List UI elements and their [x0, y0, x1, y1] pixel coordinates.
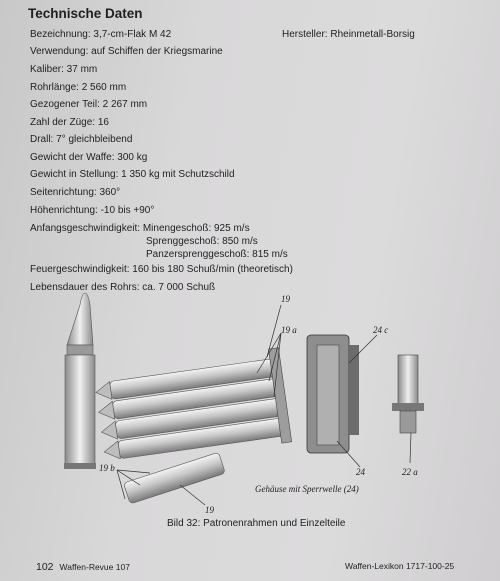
single-cartridge — [64, 293, 96, 469]
magazine-name: Waffen-Revue 107 — [59, 562, 130, 572]
spec-weapon-weight: Gewicht der Waffe: 300 kg — [30, 152, 148, 163]
callout-24c: 24 c — [373, 325, 389, 335]
spec-caliber: Kaliber: 37 mm — [30, 64, 98, 75]
spec-usage: Verwendung: auf Schiffen der Kriegsmarine — [30, 46, 223, 57]
spec-traverse: Seitenrichtung: 360° — [30, 187, 121, 198]
spec-rifled-part: Gezogener Teil: 2 267 mm — [30, 99, 148, 110]
manufacturer-text: Hersteller: Rheinmetall-Borsig — [282, 29, 415, 40]
housing-assembly — [307, 335, 359, 453]
part-22a — [392, 355, 424, 433]
footer-left — [36, 561, 130, 573]
spec-elevation: Höhenrichtung: -10 bis +90° — [30, 205, 155, 216]
spec-rate-of-fire: Feuergeschwindigkeit: 160 bis 180 Schuß/min (theoretisch) — [30, 264, 293, 275]
spec-muzzle-velocity: Anfangsgeschwindigkeit: Minengeschoß: 925 m/s — [30, 223, 250, 234]
loose-clip-part — [123, 452, 225, 504]
cartridge-clip — [93, 348, 291, 468]
spec-grooves: Zahl der Züge: 16 — [30, 117, 109, 128]
spec-designation: Bezeichnung: 3,7-cm-Flak M 42 — [30, 29, 172, 40]
housing-label: Gehäuse mit Sperrwelle (24) — [255, 484, 359, 494]
section-title: Technische Daten — [28, 6, 143, 21]
spec-velocity-aphe: Panzersprenggeschoß: 815 m/s — [146, 249, 288, 260]
callout-19-top: 19 — [281, 294, 290, 304]
ammunition-photo — [55, 285, 460, 515]
spec-velocity-he: Sprenggeschoß: 850 m/s — [146, 236, 258, 247]
callout-22a: 22 a — [402, 467, 418, 477]
figure-caption: Bild 32: Patronenrahmen und Einzelteile — [167, 518, 346, 529]
lexikon-reference: Waffen-Lexikon 1717-100-25 — [345, 561, 455, 571]
callout-19b: 19 b — [99, 463, 115, 473]
callout-19-bottom: 19 — [205, 505, 214, 515]
spec-barrel-length: Rohrlänge: 2 560 mm — [30, 82, 127, 93]
page-number: 102 — [36, 561, 54, 573]
spec-twist: Drall: 7° gleichbleibend — [30, 134, 133, 145]
spec-weight-in-position: Gewicht in Stellung: 1 350 kg mit Schutzschild — [30, 169, 235, 180]
callout-19a: 19 a — [281, 325, 297, 335]
spec-barrel-life: Lebensdauer des Rohrs: ca. 7 000 Schuß — [30, 282, 216, 293]
callout-24: 24 — [356, 467, 365, 477]
